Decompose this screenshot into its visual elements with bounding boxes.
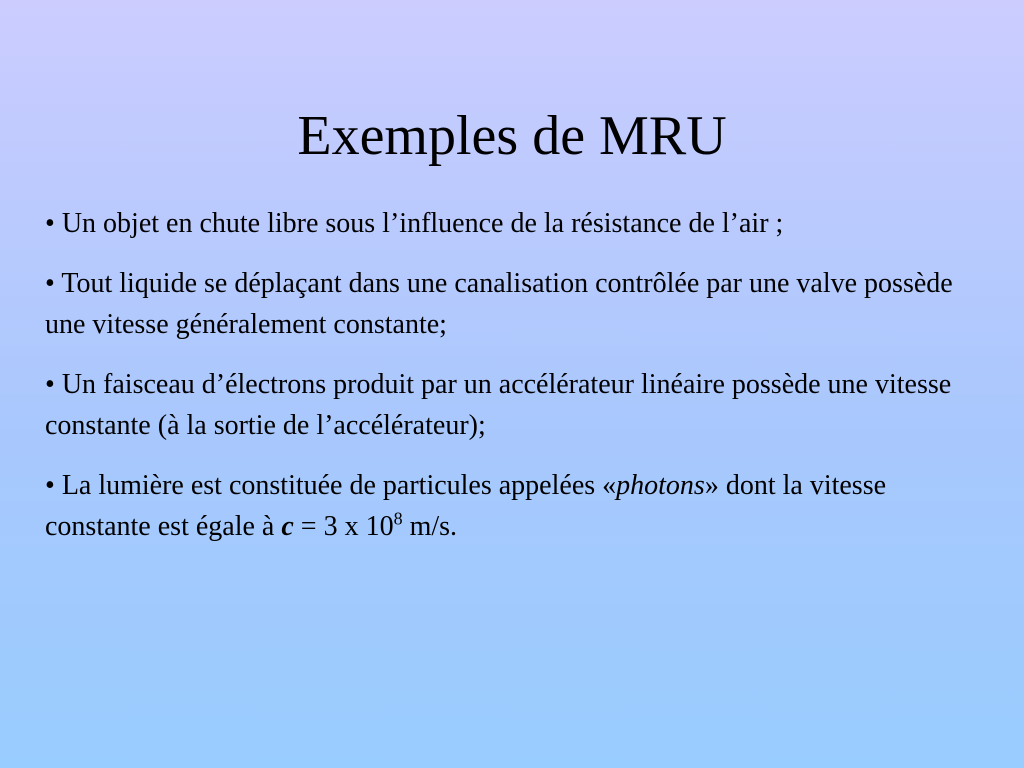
slide-title: Exemples de MRU: [297, 105, 727, 167]
bullet-text-part: La lumière est constituée de particules appelées «: [61, 470, 617, 501]
bullet-marker: •: [45, 208, 55, 239]
bullet-text-part: m/s.: [402, 511, 458, 542]
bullet-item-light: [45, 465, 975, 547]
bullet-list: [45, 203, 975, 566]
exponent: 8: [393, 508, 403, 529]
bullet-text: Un faisceau d’électrons produit par un accélérateur linéaire possède une vitesse constante (à la sortie de l’accélérateur);: [45, 369, 952, 441]
bullet-text-part: = 3 x 10: [293, 511, 394, 542]
bullet-text: Un objet en chute libre sous l’influence de la résistance de l’air ;: [61, 208, 784, 239]
bullet-item-free-fall: [45, 203, 975, 244]
bullet-item-liquid: [45, 263, 975, 345]
photons-term: photons: [616, 470, 705, 501]
bullet-text-part: » dont la vitesse constante est égale à: [45, 470, 887, 542]
bullet-marker: •: [45, 268, 55, 299]
bullet-marker: •: [45, 369, 55, 400]
bullet-marker: •: [45, 470, 55, 501]
bullet-text: Tout liquide se déplaçant dans une canalisation contrôlée par une valve possède une vitesse généralement constante;: [45, 268, 953, 340]
bullet-item-electron-beam: [45, 364, 975, 446]
speed-of-light-symbol: c: [281, 511, 294, 542]
